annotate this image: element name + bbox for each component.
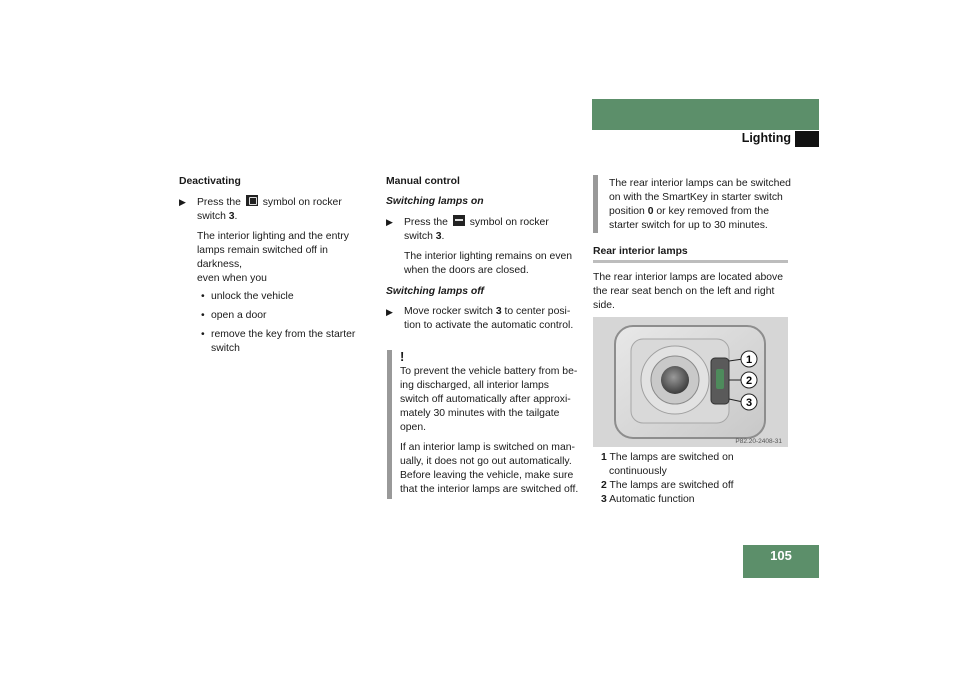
legend-item: continuously	[609, 466, 667, 477]
figure-legend	[601, 451, 791, 507]
list-item: • unlock the vehicle	[201, 291, 294, 302]
section-tab	[795, 131, 819, 147]
lamp-knob	[661, 366, 689, 394]
chapter-title: Controls in detail	[825, 113, 928, 127]
callout-3-label: 3	[745, 397, 753, 409]
rocker-switch-highlight	[716, 369, 724, 389]
step-deactivate: ▶ Press the symbol on rocker switch 3.	[179, 197, 342, 222]
list-item: • remove the key from the starter switch	[201, 329, 356, 354]
interior-light-symbol-icon	[246, 195, 258, 206]
bullet-list	[179, 290, 375, 356]
page-number: 105	[743, 545, 819, 578]
step-arrow-icon: ▶	[386, 217, 393, 227]
para-switch-on: The interior lighting remains on even when the doors are closed.	[404, 251, 573, 276]
step-arrow-icon: ▶	[179, 197, 186, 207]
callout-1-label: 1	[745, 354, 753, 366]
warning-icon: !	[400, 349, 405, 364]
step-arrow-icon: ▶	[386, 307, 393, 317]
subheading-switch-on: Switching lamps on	[386, 196, 484, 207]
step-switch-on: ▶ Press the symbol on rocker switch 3.	[386, 217, 549, 242]
callout-2-label: 2	[745, 375, 753, 387]
header-band	[592, 99, 819, 130]
section-rear-lamps	[593, 245, 788, 259]
heading-rear-lamps: Rear interior lamps	[593, 246, 688, 257]
heading-deactivating: Deactivating	[179, 176, 241, 187]
figure-id: P82.20-2408-31	[735, 438, 782, 445]
step-switch-off: ▶ Move rocker switch 3 to center posi- tion to activate the automatic control.	[386, 306, 574, 331]
info-note	[609, 177, 799, 233]
para-deactivate: The interior lighting and the entry lamps remain switched off in darkness, even when you	[197, 231, 349, 284]
section-title: Lighting	[741, 131, 791, 145]
note-bar	[593, 175, 598, 233]
heading-rule	[593, 260, 788, 263]
lamp-on-symbol-icon	[453, 215, 465, 226]
heading-manual-control: Manual control	[386, 176, 460, 187]
rear-lamp-figure	[593, 317, 788, 447]
warning-para-1: To prevent the vehicle battery from be- ing discharged, all interior lamps switch off automatically after approxi- mately 30 minutes with the tailgate open.	[400, 366, 578, 433]
warning-note	[400, 350, 590, 497]
column-manual-control	[386, 175, 586, 333]
legend-item: 1 The lamps are switched on	[601, 452, 734, 463]
list-item: • open a door	[201, 310, 267, 321]
note-text: The rear interior lamps can be switched on with the SmartKey in starter switch position 0 or key removed from the starter switch for up to 30 minutes.	[609, 178, 791, 231]
warning-bar	[387, 350, 392, 499]
subheading-switch-off: Switching lamps off	[386, 286, 484, 297]
warning-para-2: If an interior lamp is switched on man- ually, it does not go out automatically. Before leaving the vehicle, make sure that the interior lamps are switched off.	[400, 442, 579, 495]
para-rear-lamps: The rear interior lamps are located above the rear seat bench on the left and right side.	[593, 272, 784, 311]
column-deactivating	[179, 175, 375, 356]
legend-item: 3 Automatic function	[601, 494, 695, 505]
legend-item: 2 The lamps are switched off	[601, 480, 734, 491]
